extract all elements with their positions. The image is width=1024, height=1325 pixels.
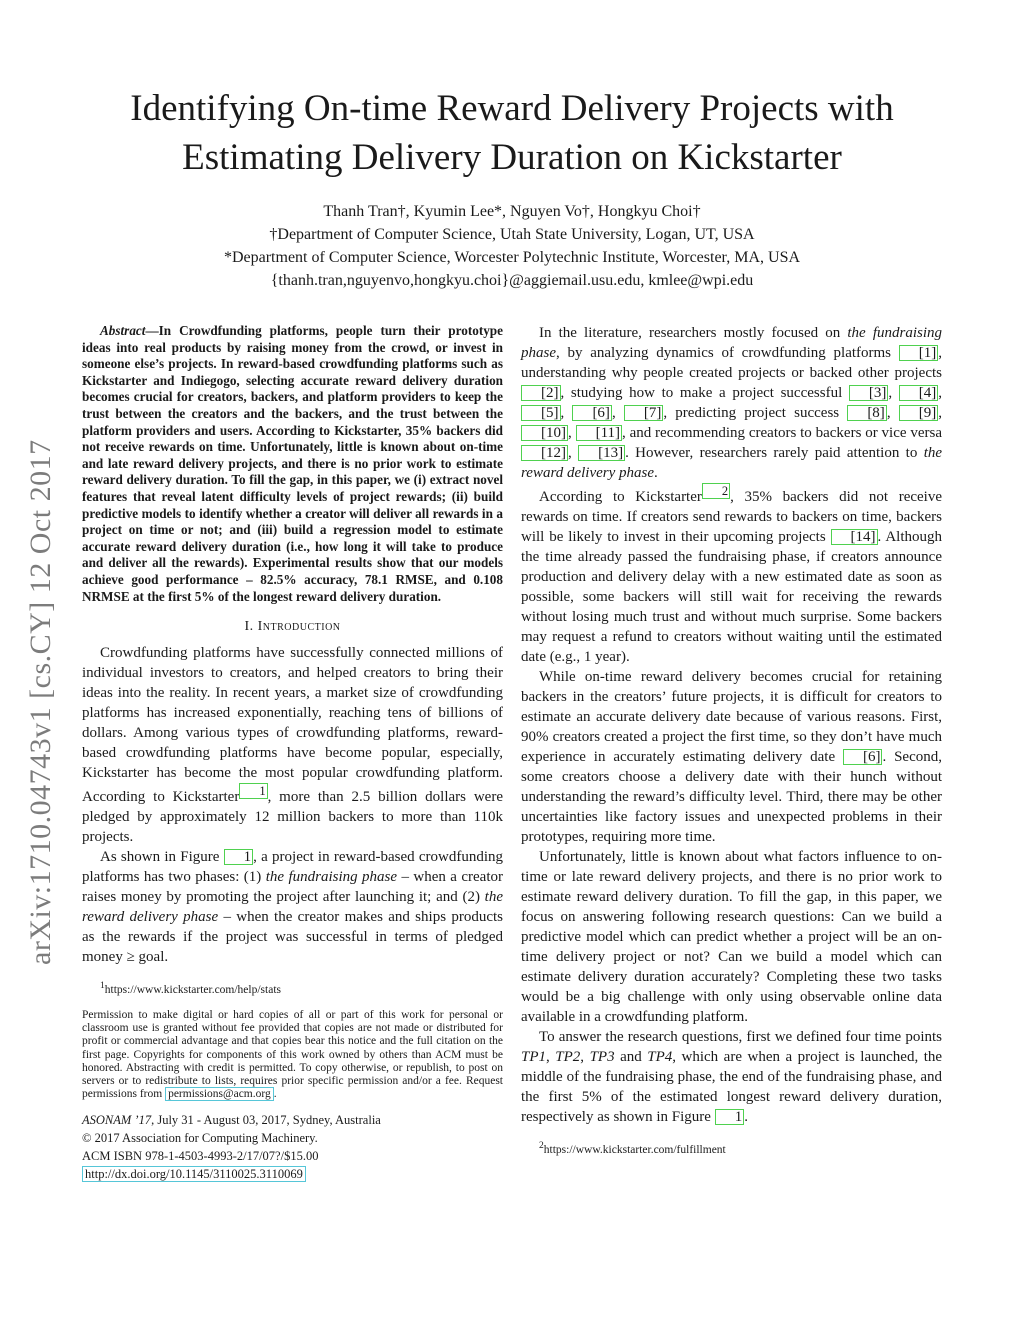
citation-2[interactable]: [2] — [521, 385, 561, 401]
citation-5[interactable]: [5] — [521, 405, 561, 421]
time-point-1: TP1 — [521, 1049, 547, 1065]
time-point-2: TP2 — [555, 1049, 581, 1065]
citation-11[interactable]: [11] — [576, 425, 622, 441]
figure-ref-1b[interactable]: 1 — [715, 1109, 745, 1125]
isbn-line: ACM ISBN 978-1-4503-4993-2/17/07?/$15.00 — [82, 1149, 319, 1164]
doi-link[interactable]: http://dx.doi.org/10.1145/3110025.3110069 — [82, 1166, 306, 1182]
footnote-ref-2[interactable]: 2 — [702, 483, 730, 499]
sep: , — [938, 385, 943, 401]
section-number: I. — [244, 619, 258, 635]
citation-6[interactable]: [6] — [572, 405, 612, 421]
rp5-c: . — [744, 1109, 748, 1125]
copyright-line: © 2017 Association for Computing Machinery. — [82, 1131, 318, 1146]
citation-8[interactable]: [8] — [847, 405, 887, 421]
rp1-c: , understanding why people created projects or backed other projects — [521, 345, 942, 381]
rp5-b: , which are when a project is launched, the middle of the fundraising phase, the end of the fundraising phase, and the first 5% of the estimated longest reward delivery duration, respectively as shown in Figure — [521, 1049, 943, 1125]
permission-text: Permission to make digital or hard copies of all or part of this work for personal or classroom use is granted without fee provided that copies are not made or distributed for profit or commercial advantage and that copies bear this notice and the full citation on the first page. Copyrights for components of this work owned by others than ACM must be honored. Abstracting with credit is permitted. To copy otherwise, or republish, to post on servers or to redistribute to lists, requires prior specific permission and/or a fee. Request permissions from — [82, 1008, 503, 1101]
rp1-em-fundraising: the fundraising phase — [521, 325, 942, 361]
citation-1[interactable]: [1] — [899, 345, 939, 361]
citation-9[interactable]: [9] — [899, 405, 939, 421]
rp1-a: In the literature, researchers mostly focused on — [539, 325, 848, 341]
sep: , — [938, 405, 942, 421]
sep: , — [568, 445, 579, 461]
right-paragraph-5 — [521, 1027, 942, 1127]
venue-conference — [82, 1111, 503, 1129]
sep: , — [611, 405, 624, 421]
left-column — [82, 323, 503, 1183]
permissions-email-link[interactable]: permissions@acm.org — [165, 1087, 274, 1101]
time-point-3: TP3 — [589, 1049, 615, 1065]
author-emails: {thanh.tran,nguyenvo,hongkyu.choi}@aggiemail.usu.edu, kmlee@wpi.edu — [270, 272, 754, 289]
intro-p2-a: As shown in Figure — [100, 849, 224, 866]
intro-p1-end: , more than 2.5 billion dollars were pledged by approximately 12 million backers to more than 110k projects. — [82, 789, 503, 846]
rp1-d: , studying how to make a project successful — [560, 385, 849, 401]
abstract-label: Abstract — [100, 323, 146, 338]
sep: , — [580, 1049, 590, 1065]
abstract — [82, 323, 503, 605]
rp2-c: . Although the time already passed the fundraising phase, if creators announce production and delivery delay with a new estimated date as soon as possible, some backers will still wait for receiving the rewards without losing much trust and without much surprise. Some backers may request a refund to creators without waiting until the estimated date (e.g., 1 year). — [521, 529, 942, 665]
rp1-g: . However, researchers rarely paid attention to — [625, 445, 924, 461]
rp2-b: , 35% backers did not receive rewards on time. If creators send rewards to backers on time, backers will be likely to invest in their upcoming projects — [521, 489, 942, 545]
intro-p2-c: – when a creator raises money by promoting the project after launching it; and (2) — [82, 869, 504, 906]
phase-fundraising: the fundraising phase — [265, 869, 398, 886]
rp1-b: , by analyzing dynamics of crowdfunding platforms — [556, 345, 899, 361]
footnote-1-number: 1 — [100, 980, 105, 992]
sep: , — [886, 405, 899, 421]
citation-13[interactable]: [13] — [578, 445, 625, 461]
rp5-a: To answer the research questions, first we defined four time points — [539, 1029, 942, 1045]
right-column — [521, 323, 942, 1157]
title-line-2: Estimating Delivery Duration on Kickstarter — [182, 137, 842, 178]
permission-end: . — [273, 1088, 277, 1101]
time-point-4: TP4 — [647, 1049, 673, 1065]
rp1-e: , predicting project success — [663, 405, 848, 421]
right-paragraph-3 — [521, 667, 942, 847]
rp3-a: While on-time reward delivery becomes crucial for retaining backers in the creators’ future projects, it is difficult for creators to estimate an accurate delivery date because of various reasons. First, 90% creators created a project the first time, so they don’t have much experience in accurately estimating delivery date — [521, 669, 942, 765]
footnote-2-number: 2 — [539, 1140, 544, 1151]
sep: , — [568, 425, 576, 441]
permission-notice — [82, 1009, 503, 1101]
footnote-2-url: https://www.kickstarter.com/fulfillment — [543, 1143, 726, 1156]
intro-p2-b: , a project in reward-based crowdfunding platforms has two phases: (1) — [82, 849, 504, 886]
citation-4[interactable]: [4] — [899, 385, 939, 401]
arxiv-watermark: arXiv:1710.04743v1 [cs.CY] 12 Oct 2017 — [24, 439, 57, 965]
sep: and — [614, 1049, 648, 1065]
sep: , — [888, 385, 899, 401]
footnote-2 — [521, 1139, 942, 1157]
citation-6-repeat[interactable]: [6] — [843, 749, 883, 765]
affiliation-wpi: *Department of Computer Science, Worcester Polytechnic Institute, Worcester, MA, USA — [223, 249, 801, 266]
rp1-em-reward-delivery: the reward delivery phase — [521, 445, 943, 481]
conference-details: , July 31 - August 03, 2017, Sydney, Australia — [151, 1113, 381, 1128]
venue-block — [82, 1111, 503, 1183]
citation-14[interactable]: [14] — [831, 529, 878, 545]
title-line-1: Identifying On-time Reward Delivery Projects with — [130, 88, 894, 129]
rp2-a: According to Kickstarter — [539, 489, 702, 505]
author-list: Thanh Tran†, Kyumin Lee*, Nguyen Vo†, Hongkyu Choi† — [323, 203, 701, 220]
author-block — [60, 200, 964, 292]
right-paragraph-2 — [521, 483, 942, 667]
footnote-ref-1[interactable]: 1 — [239, 783, 267, 799]
citation-3[interactable]: [3] — [849, 385, 889, 401]
rp1-h: . — [654, 465, 658, 481]
footnote-1-url: https://www.kickstarter.com/help/stats — [104, 983, 281, 996]
intro-p1-text: Crowdfunding platforms have successfully connected millions of individual investors to creators, and helped creators to bring their ideas into the reality. In recent years, a market size of crowdfunding platforms has increased exponentially, reaching tens of billions of dollars. Among various types of crowdfunding platforms, reward-based crowdfunding platforms have become popular, especially, Kickstarter has become the most popular crowdfunding platform. According to Kickstarter — [82, 645, 503, 806]
intro-paragraph-1 — [82, 643, 503, 847]
rp1-f: , and recommending creators to backers or vice versa — [622, 425, 943, 441]
figure-ref-1[interactable]: 1 — [224, 849, 254, 865]
sep: , — [560, 405, 573, 421]
paper-title — [60, 84, 964, 182]
abstract-text: —In Crowdfunding platforms, people turn their prototype ideas into real products by raising money from the crowd, or invest in someone else’s projects. In reward-based crowdfunding platforms such as Kickstarter and Indiegogo, selecting accurate reward delivery duration becomes crucial for creators, backers, and platform providers to keep the trust between the creators and the backers, and the trust between the platform providers and users. According to Kickstarter, 35% backers did not receive rewards on time. Unfortunately, little is known about on-time and late reward delivery projects, and there is no prior work to estimate reward delivery duration. To fill the gap, in this paper, we (i) extract novel features that reveal latent difficulty levels of project rewards; (ii) build predictive models to identify whether a creator will deliver all rewards in a project on time or not; and (iii) build a regression model to estimate accurate reward delivery duration (i.e., how long it will take to produce and deliver all the rewards). Experimental results show that our models achieve good performance – 82.5% accuracy, 78.1 RMSE, and 0.108 NRMSE at the first 5% of the longest reward delivery duration. — [82, 323, 503, 604]
intro-p2-d: – when the creator makes and ships products as the rewards if the project was successful in terms of pledged money ≥ goal. — [82, 909, 503, 966]
right-paragraph-1 — [521, 323, 942, 483]
sep: , — [546, 1049, 556, 1065]
conference-name: ASONAM ’17 — [82, 1113, 152, 1128]
section-title: Introduction — [257, 619, 341, 635]
footnote-1 — [82, 979, 503, 997]
right-paragraph-4: Unfortunately, little is known about what factors influence to on-time or late reward delivery projects, and there is no prior work to estimate reward delivery duration. To fill the gap, in this paper, we focus on answering following research questions: Can we build a predictive model which can predict whether a project will be an on-time delivery project or not? Can we build a model which can estimate delivery duration accurately? Completing these two tasks would be a big challenge with only using observable online data available in a crowdfunding platform. — [521, 849, 942, 1025]
citation-7[interactable]: [7] — [624, 405, 664, 421]
affiliation-usu: †Department of Computer Science, Utah State University, Logan, UT, USA — [269, 226, 755, 243]
phase-reward-delivery: the reward delivery phase — [82, 889, 503, 926]
intro-paragraph-2 — [82, 847, 503, 967]
citation-12[interactable]: [12] — [521, 445, 568, 461]
rp3-b: . Second, some creators choose a delivery date with their hunch without understanding the reward’s difficulty level. Third, there may be other uncertainties like factory issues and unexpected problems in their prototypes, requiring more time. — [521, 749, 942, 845]
citation-10[interactable]: [10] — [521, 425, 568, 441]
section-heading-introduction — [82, 617, 503, 637]
